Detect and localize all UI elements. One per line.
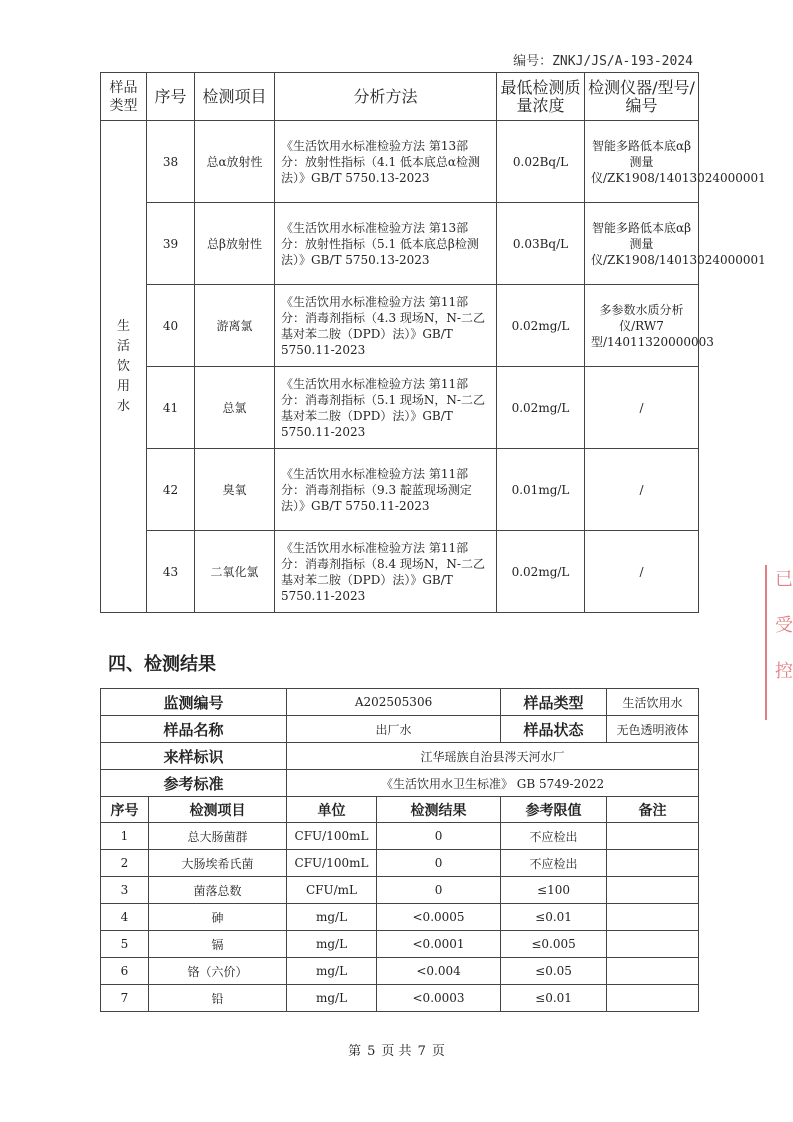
result-unit: mg/L: [287, 931, 377, 958]
result-item: 铅: [149, 985, 287, 1012]
row-item: 总β放射性: [195, 203, 275, 285]
method-row: [101, 531, 699, 613]
result-result: 0: [377, 850, 501, 877]
result-row: [101, 931, 699, 958]
row-instrument: 智能多路低本底αβ测量仪/ZK1908/14013024000001: [585, 121, 699, 203]
info-row: [101, 716, 699, 743]
result-unit: CFU/100mL: [287, 823, 377, 850]
result-remark: [607, 931, 699, 958]
control-stamp: [765, 565, 793, 720]
result-seq: 3: [101, 877, 149, 904]
result-result: 0: [377, 823, 501, 850]
info-row: [101, 689, 699, 716]
row-seq: 42: [147, 449, 195, 531]
result-row: [101, 985, 699, 1012]
row-seq: 38: [147, 121, 195, 203]
row-instrument: /: [585, 367, 699, 449]
header-item: 检测项目: [195, 73, 275, 121]
result-limit: ≤0.05: [501, 958, 607, 985]
result-row: [101, 958, 699, 985]
row-item: 总α放射性: [195, 121, 275, 203]
page-suffix: 页: [431, 1044, 445, 1059]
result-row: [101, 850, 699, 877]
result-header-limit: 参考限值: [501, 797, 607, 823]
sample-type-value: 生活饮用水: [607, 689, 699, 716]
row-instrument: 智能多路低本底αβ测量仪/ZK1908/14013024000001: [585, 203, 699, 285]
row-method: 《生活饮用水标准检验方法 第11部分：消毒剂指标（9.3 靛蓝现场测定法）》GB/T 5750.11-2023: [275, 449, 497, 531]
row-item: 游离氯: [195, 285, 275, 367]
result-remark: [607, 850, 699, 877]
result-limit: ≤100: [501, 877, 607, 904]
method-table: [100, 72, 766, 613]
method-row: [101, 449, 699, 531]
row-method: 《生活饮用水标准检验方法 第11部分：消毒剂指标（4.3 现场N，N-二乙基对苯二胺（DPD）法）》GB/T 5750.11-2023: [275, 285, 497, 367]
row-method: 《生活饮用水标准检验方法 第13部分：放射性指标（5.1 低本底总β检测法）》GB/T 5750.13-2023: [275, 203, 497, 285]
result-seq: 4: [101, 904, 149, 931]
row-item: 二氧化氯: [195, 531, 275, 613]
monitor-no-value: A202505306: [287, 689, 501, 716]
page-number: 5: [367, 1044, 376, 1059]
row-min-conc: 0.03Bq/L: [497, 203, 585, 285]
section-title: 四、检测结果: [108, 654, 216, 675]
result-item: 总大肠菌群: [149, 823, 287, 850]
result-header-row: [101, 797, 699, 823]
page-prefix: 第: [348, 1044, 362, 1059]
result-unit: mg/L: [287, 985, 377, 1012]
monitor-no-label: 监测编号: [101, 689, 287, 716]
header-min-conc: 最低检测质量浓度: [497, 73, 585, 121]
row-instrument: 多参数水质分析仪/RW7型/14011320000003: [585, 285, 699, 367]
result-item: 镉: [149, 931, 287, 958]
page-footer: [0, 1040, 793, 1059]
result-unit: mg/L: [287, 904, 377, 931]
row-method: 《生活饮用水标准检验方法 第13部分：放射性指标（4.1 低本底总α检测法）》GB/T 5750.13-2023: [275, 121, 497, 203]
result-header-unit: 单位: [287, 797, 377, 823]
info-row: [101, 770, 699, 797]
row-min-conc: 0.02Bq/L: [497, 121, 585, 203]
source-label: 来样标识: [101, 743, 287, 770]
method-table-header: [101, 73, 699, 121]
result-item: 砷: [149, 904, 287, 931]
method-row: [101, 203, 699, 285]
result-remark: [607, 985, 699, 1012]
result-result: <0.0001: [377, 931, 501, 958]
stamp-glyph: 已: [775, 569, 793, 590]
result-item: 铬（六价）: [149, 958, 287, 985]
result-seq: 1: [101, 823, 149, 850]
result-remark: [607, 823, 699, 850]
header-method: 分析方法: [275, 73, 497, 121]
row-min-conc: 0.01mg/L: [497, 449, 585, 531]
result-result: <0.0005: [377, 904, 501, 931]
result-seq: 6: [101, 958, 149, 985]
method-row: [101, 367, 699, 449]
row-instrument: /: [585, 531, 699, 613]
row-seq: 39: [147, 203, 195, 285]
result-result: <0.0003: [377, 985, 501, 1012]
result-header-item: 检测项目: [149, 797, 287, 823]
result-seq: 2: [101, 850, 149, 877]
result-result: <0.004: [377, 958, 501, 985]
row-min-conc: 0.02mg/L: [497, 367, 585, 449]
result-unit: CFU/100mL: [287, 850, 377, 877]
sample-state-label: 样品状态: [501, 716, 607, 743]
result-remark: [607, 904, 699, 931]
result-header-result: 检测结果: [377, 797, 501, 823]
result-remark: [607, 877, 699, 904]
method-row: [101, 121, 699, 203]
row-method: 《生活饮用水标准检验方法 第11部分：消毒剂指标（8.4 现场N，N-二乙基对苯二胺（DPD）法）》GB/T 5750.11-2023: [275, 531, 497, 613]
result-header-seq: 序号: [101, 797, 149, 823]
source-value: 江华瑶族自治县涔天河水厂: [287, 743, 699, 770]
sample-category: 生活饮用水: [101, 121, 147, 613]
stamp-glyph: 控: [775, 661, 793, 682]
method-row: [101, 285, 699, 367]
row-item: 总氯: [195, 367, 275, 449]
page-mid: 页 共: [381, 1044, 412, 1059]
result-seq: 7: [101, 985, 149, 1012]
sample-type-label: 样品类型: [501, 689, 607, 716]
stamp-glyph: 受: [775, 615, 793, 636]
info-row: [101, 743, 699, 770]
result-limit: 不应检出: [501, 823, 607, 850]
row-instrument: /: [585, 449, 699, 531]
standard-label: 参考标准: [101, 770, 287, 797]
row-item: 臭氧: [195, 449, 275, 531]
page-total: 7: [417, 1044, 426, 1059]
row-method: 《生活饮用水标准检验方法 第11部分：消毒剂指标（5.1 现场N，N-二乙基对苯二胺（DPD）法）》GB/T 5750.11-2023: [275, 367, 497, 449]
result-remark: [607, 958, 699, 985]
result-row: [101, 904, 699, 931]
sample-state-value: 无色透明液体: [607, 716, 699, 743]
sample-name-label: 样品名称: [101, 716, 287, 743]
standard-value: 《生活饮用水卫生标准》 GB 5749-2022: [287, 770, 699, 797]
result-unit: mg/L: [287, 958, 377, 985]
result-item: 大肠埃希氏菌: [149, 850, 287, 877]
header-seq: 序号: [147, 73, 195, 121]
document-code: 编号：ZNKJ/JS/A-193-2024: [513, 54, 693, 69]
result-result: 0: [377, 877, 501, 904]
row-min-conc: 0.02mg/L: [497, 285, 585, 367]
row-seq: 41: [147, 367, 195, 449]
result-limit: ≤0.01: [501, 904, 607, 931]
row-seq: 40: [147, 285, 195, 367]
result-limit: ≤0.005: [501, 931, 607, 958]
result-seq: 5: [101, 931, 149, 958]
result-table: [100, 688, 699, 1012]
result-limit: ≤0.01: [501, 985, 607, 1012]
row-min-conc: 0.02mg/L: [497, 531, 585, 613]
row-seq: 43: [147, 531, 195, 613]
result-row: [101, 823, 699, 850]
header-instrument: 检测仪器/型号/编号: [585, 73, 699, 121]
sample-name-value: 出厂水: [287, 716, 501, 743]
header-category: 样品类型: [101, 73, 147, 121]
result-header-remark: 备注: [607, 797, 699, 823]
result-unit: CFU/mL: [287, 877, 377, 904]
result-row: [101, 877, 699, 904]
result-item: 菌落总数: [149, 877, 287, 904]
result-limit: 不应检出: [501, 850, 607, 877]
